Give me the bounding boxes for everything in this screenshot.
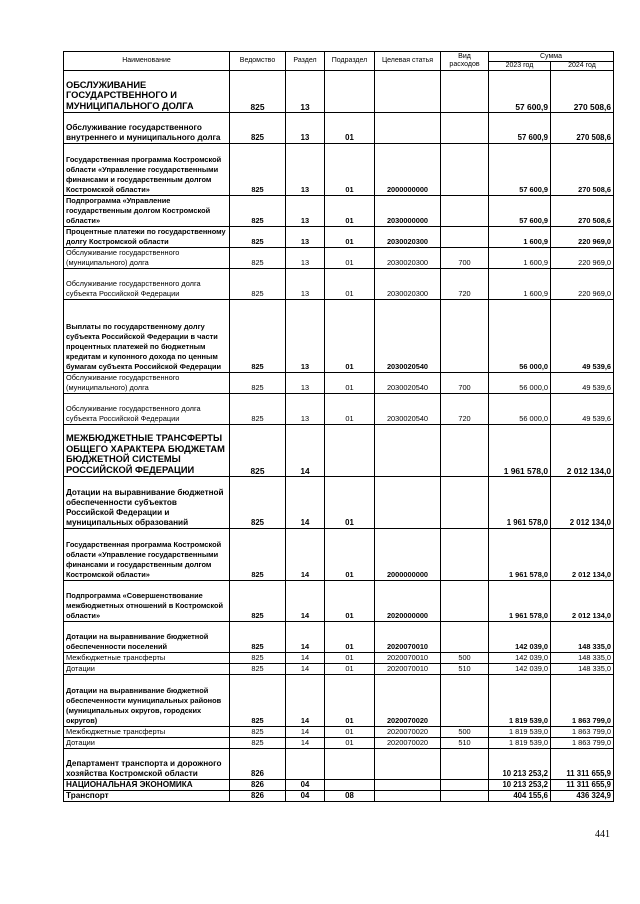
- table-row: [64, 144, 614, 196]
- cell-y2023: 1 819 539,0: [489, 738, 551, 749]
- cell-y2023: 142 039,0: [489, 622, 551, 653]
- table-row: [64, 653, 614, 664]
- cell-name: Межбюджетные трансферты: [64, 653, 230, 664]
- cell-dept: 825: [230, 727, 286, 738]
- cell-subsection: [325, 71, 375, 113]
- cell-name: Государственная программа Костромской области «Управление государственными финансами и государственным долгом Костромской области»: [64, 529, 230, 581]
- cell-y2024: 2 012 134,0: [551, 425, 614, 477]
- cell-dept: 825: [230, 227, 286, 248]
- cell-target: 2030020540: [375, 300, 441, 373]
- cell-subsection: 01: [325, 581, 375, 622]
- cell-type: 700: [441, 248, 489, 269]
- cell-type: [441, 529, 489, 581]
- cell-subsection: 01: [325, 196, 375, 227]
- cell-section: 14: [286, 727, 325, 738]
- table-row: [64, 477, 614, 529]
- cell-y2024: 1 863 799,0: [551, 675, 614, 727]
- cell-target: [375, 477, 441, 529]
- cell-target: 2000000000: [375, 144, 441, 196]
- cell-subsection: 08: [325, 791, 375, 802]
- cell-type: [441, 581, 489, 622]
- cell-name: Транспорт: [64, 791, 230, 802]
- cell-y2023: 1 600,9: [489, 248, 551, 269]
- cell-dept: 826: [230, 791, 286, 802]
- cell-y2024: 220 969,0: [551, 248, 614, 269]
- cell-section: 13: [286, 248, 325, 269]
- cell-subsection: 01: [325, 144, 375, 196]
- cell-y2023: 1 961 578,0: [489, 425, 551, 477]
- cell-name: НАЦИОНАЛЬНАЯ ЭКОНОМИКА: [64, 780, 230, 791]
- cell-y2024: 220 969,0: [551, 227, 614, 248]
- cell-name: Обслуживание государственного долга субъекта Российской Федерации: [64, 394, 230, 425]
- table-header: [64, 52, 614, 71]
- cell-subsection: 01: [325, 675, 375, 727]
- header-2024: 2024 год: [551, 62, 614, 71]
- table-row: [64, 248, 614, 269]
- cell-dept: 825: [230, 113, 286, 144]
- page-number: 441: [595, 829, 610, 840]
- cell-type: 500: [441, 727, 489, 738]
- cell-type: [441, 227, 489, 248]
- cell-type: 510: [441, 738, 489, 749]
- cell-target: 2030020300: [375, 227, 441, 248]
- cell-section: 13: [286, 144, 325, 196]
- cell-target: 2020070020: [375, 727, 441, 738]
- cell-y2024: 270 508,6: [551, 113, 614, 144]
- cell-section: 14: [286, 425, 325, 477]
- cell-y2023: 1 600,9: [489, 227, 551, 248]
- cell-dept: 825: [230, 248, 286, 269]
- cell-target: [375, 749, 441, 780]
- cell-section: 14: [286, 477, 325, 529]
- cell-dept: 825: [230, 394, 286, 425]
- table-row: [64, 394, 614, 425]
- cell-target: [375, 113, 441, 144]
- cell-dept: 825: [230, 269, 286, 300]
- header-target: Целевая статья: [375, 52, 441, 71]
- cell-y2023: 56 000,0: [489, 394, 551, 425]
- cell-type: [441, 477, 489, 529]
- cell-target: 2020000000: [375, 581, 441, 622]
- cell-type: [441, 791, 489, 802]
- cell-subsection: 01: [325, 248, 375, 269]
- cell-name: Подпрограмма «Совершенствование межбюджетных отношений в Костромской области»: [64, 581, 230, 622]
- cell-section: 13: [286, 227, 325, 248]
- cell-subsection: 01: [325, 477, 375, 529]
- cell-dept: 825: [230, 529, 286, 581]
- table-row: [64, 227, 614, 248]
- cell-y2024: 270 508,6: [551, 144, 614, 196]
- cell-subsection: [325, 780, 375, 791]
- table-row: [64, 373, 614, 394]
- cell-subsection: 01: [325, 373, 375, 394]
- cell-type: [441, 71, 489, 113]
- table-row: [64, 71, 614, 113]
- table-row: [64, 675, 614, 727]
- cell-y2023: 1 819 539,0: [489, 727, 551, 738]
- cell-target: 2020070010: [375, 664, 441, 675]
- cell-name: Дотации: [64, 664, 230, 675]
- cell-y2023: 56 000,0: [489, 373, 551, 394]
- cell-type: [441, 196, 489, 227]
- table-row: [64, 529, 614, 581]
- cell-y2024: 11 311 655,9: [551, 780, 614, 791]
- cell-y2024: 220 969,0: [551, 269, 614, 300]
- header-type: Вид расходов: [441, 52, 489, 71]
- cell-section: 14: [286, 622, 325, 653]
- cell-section: 13: [286, 394, 325, 425]
- cell-name: Обслуживание государственного (муниципального) долга: [64, 248, 230, 269]
- cell-name: Дотации на выравнивание бюджетной обеспеченности поселений: [64, 622, 230, 653]
- cell-type: 720: [441, 269, 489, 300]
- cell-dept: 826: [230, 749, 286, 780]
- cell-type: 700: [441, 373, 489, 394]
- cell-section: 14: [286, 675, 325, 727]
- cell-y2023: 142 039,0: [489, 653, 551, 664]
- cell-dept: 825: [230, 622, 286, 653]
- cell-target: 2030020300: [375, 248, 441, 269]
- cell-y2024: 2 012 134,0: [551, 529, 614, 581]
- table-row: [64, 269, 614, 300]
- cell-section: 14: [286, 529, 325, 581]
- cell-dept: 825: [230, 144, 286, 196]
- table-row: [64, 738, 614, 749]
- cell-target: 2030020540: [375, 373, 441, 394]
- cell-name: Процентные платежи по государственному долгу Костромской области: [64, 227, 230, 248]
- table-row: [64, 113, 614, 144]
- table-row: [64, 196, 614, 227]
- cell-section: 13: [286, 196, 325, 227]
- cell-name: Государственная программа Костромской области «Управление государственными финансами и государственным долгом Костромской области»: [64, 144, 230, 196]
- cell-name: Дотации на выравнивание бюджетной обеспеченности субъектов Российской Федерации и муниципальных образований: [64, 477, 230, 529]
- table-row: [64, 791, 614, 802]
- cell-subsection: 01: [325, 738, 375, 749]
- header-section: Раздел: [286, 52, 325, 71]
- header-2023: 2023 год: [489, 62, 551, 71]
- cell-dept: 826: [230, 780, 286, 791]
- cell-section: 13: [286, 373, 325, 394]
- cell-y2024: 148 335,0: [551, 664, 614, 675]
- cell-type: [441, 749, 489, 780]
- cell-name: Дотации: [64, 738, 230, 749]
- cell-y2023: 1 961 578,0: [489, 477, 551, 529]
- cell-y2023: 1 961 578,0: [489, 529, 551, 581]
- cell-subsection: 01: [325, 664, 375, 675]
- cell-target: 2030020540: [375, 394, 441, 425]
- cell-target: [375, 780, 441, 791]
- header-sum: Сумма: [489, 52, 614, 62]
- cell-dept: 825: [230, 196, 286, 227]
- cell-type: 500: [441, 653, 489, 664]
- cell-type: 510: [441, 664, 489, 675]
- cell-subsection: 01: [325, 113, 375, 144]
- cell-type: [441, 300, 489, 373]
- cell-dept: 825: [230, 675, 286, 727]
- cell-type: [441, 622, 489, 653]
- cell-target: 2020070020: [375, 738, 441, 749]
- cell-dept: 825: [230, 373, 286, 394]
- cell-y2024: 49 539,6: [551, 373, 614, 394]
- cell-y2024: 270 508,6: [551, 196, 614, 227]
- cell-type: 720: [441, 394, 489, 425]
- cell-target: 2000000000: [375, 529, 441, 581]
- cell-name: МЕЖБЮДЖЕТНЫЕ ТРАНСФЕРТЫ ОБЩЕГО ХАРАКТЕРА БЮДЖЕТАМ БЮДЖЕТНОЙ СИСТЕМЫ РОССИЙСКОЙ ФЕДЕРАЦИИ: [64, 425, 230, 477]
- cell-subsection: 01: [325, 269, 375, 300]
- cell-type: [441, 675, 489, 727]
- cell-target: 2020070020: [375, 675, 441, 727]
- cell-y2023: 57 600,9: [489, 113, 551, 144]
- cell-target: 2020070010: [375, 622, 441, 653]
- cell-name: Обслуживание государственного долга субъекта Российской Федерации: [64, 269, 230, 300]
- cell-section: 13: [286, 300, 325, 373]
- cell-dept: 825: [230, 425, 286, 477]
- cell-dept: 825: [230, 738, 286, 749]
- cell-y2024: 49 539,6: [551, 394, 614, 425]
- budget-table: [63, 51, 614, 802]
- cell-dept: 825: [230, 300, 286, 373]
- cell-section: 13: [286, 113, 325, 144]
- cell-type: [441, 144, 489, 196]
- cell-y2023: 404 155,6: [489, 791, 551, 802]
- cell-y2023: 1 819 539,0: [489, 675, 551, 727]
- header-name: Наименование: [64, 52, 230, 71]
- cell-section: 13: [286, 71, 325, 113]
- cell-y2024: 148 335,0: [551, 622, 614, 653]
- cell-y2024: 436 324,9: [551, 791, 614, 802]
- cell-y2024: 2 012 134,0: [551, 477, 614, 529]
- cell-y2023: 56 000,0: [489, 300, 551, 373]
- table-row: [64, 425, 614, 477]
- cell-type: [441, 780, 489, 791]
- cell-subsection: 01: [325, 727, 375, 738]
- cell-name: Обслуживание государственного внутреннего и муниципального долга: [64, 113, 230, 144]
- table-row: [64, 727, 614, 738]
- cell-y2023: 57 600,9: [489, 71, 551, 113]
- cell-target: [375, 791, 441, 802]
- cell-name: ОБСЛУЖИВАНИЕ ГОСУДАРСТВЕННОГО И МУНИЦИПАЛЬНОГО ДОЛГА: [64, 71, 230, 113]
- table-row: [64, 749, 614, 780]
- table-row: [64, 622, 614, 653]
- table-row: [64, 780, 614, 791]
- cell-name: Межбюджетные трансферты: [64, 727, 230, 738]
- cell-subsection: [325, 749, 375, 780]
- cell-section: 14: [286, 581, 325, 622]
- cell-type: [441, 113, 489, 144]
- cell-y2024: 148 335,0: [551, 653, 614, 664]
- cell-section: 14: [286, 664, 325, 675]
- cell-section: 04: [286, 791, 325, 802]
- table-row: [64, 300, 614, 373]
- cell-y2023: 10 213 253,2: [489, 780, 551, 791]
- cell-dept: 825: [230, 653, 286, 664]
- cell-y2023: 57 600,9: [489, 196, 551, 227]
- cell-subsection: 01: [325, 394, 375, 425]
- cell-subsection: 01: [325, 622, 375, 653]
- cell-section: 13: [286, 269, 325, 300]
- cell-target: [375, 71, 441, 113]
- cell-y2023: 1 961 578,0: [489, 581, 551, 622]
- cell-dept: 825: [230, 664, 286, 675]
- cell-y2024: 49 539,6: [551, 300, 614, 373]
- cell-y2023: 142 039,0: [489, 664, 551, 675]
- cell-name: Департамент транспорта и дорожного хозяйства Костромской области: [64, 749, 230, 780]
- cell-section: [286, 749, 325, 780]
- cell-subsection: [325, 425, 375, 477]
- cell-subsection: 01: [325, 653, 375, 664]
- header-subsection: Подраздел: [325, 52, 375, 71]
- cell-section: 04: [286, 780, 325, 791]
- cell-y2024: 11 311 655,9: [551, 749, 614, 780]
- cell-name: Подпрограмма «Управление государственным долгом Костромской области»: [64, 196, 230, 227]
- cell-subsection: 01: [325, 529, 375, 581]
- cell-y2024: 1 863 799,0: [551, 727, 614, 738]
- table-row: [64, 664, 614, 675]
- cell-dept: 825: [230, 71, 286, 113]
- header-dept: Ведомство: [230, 52, 286, 71]
- cell-target: [375, 425, 441, 477]
- cell-subsection: 01: [325, 227, 375, 248]
- cell-target: 2030020300: [375, 269, 441, 300]
- cell-subsection: 01: [325, 300, 375, 373]
- cell-y2023: 10 213 253,2: [489, 749, 551, 780]
- cell-y2024: 1 863 799,0: [551, 738, 614, 749]
- cell-type: [441, 425, 489, 477]
- table-row: [64, 581, 614, 622]
- cell-y2023: 1 600,9: [489, 269, 551, 300]
- cell-target: 2020070010: [375, 653, 441, 664]
- table-body: [64, 71, 614, 802]
- cell-target: 2030000000: [375, 196, 441, 227]
- cell-y2024: 2 012 134,0: [551, 581, 614, 622]
- cell-y2023: 57 600,9: [489, 144, 551, 196]
- cell-section: 14: [286, 738, 325, 749]
- cell-y2024: 270 508,6: [551, 71, 614, 113]
- cell-dept: 825: [230, 477, 286, 529]
- cell-name: Обслуживание государственного (муниципального) долга: [64, 373, 230, 394]
- cell-name: Дотации на выравнивание бюджетной обеспеченности муниципальных районов (муниципальных округов, городских округов): [64, 675, 230, 727]
- cell-section: 14: [286, 653, 325, 664]
- cell-name: Выплаты по государственному долгу субъекта Российской Федерации в части процентных платежей по бюджетным кредитам и купонного дохода по ценным бумагам субъекта Российской Федерации: [64, 300, 230, 373]
- cell-dept: 825: [230, 581, 286, 622]
